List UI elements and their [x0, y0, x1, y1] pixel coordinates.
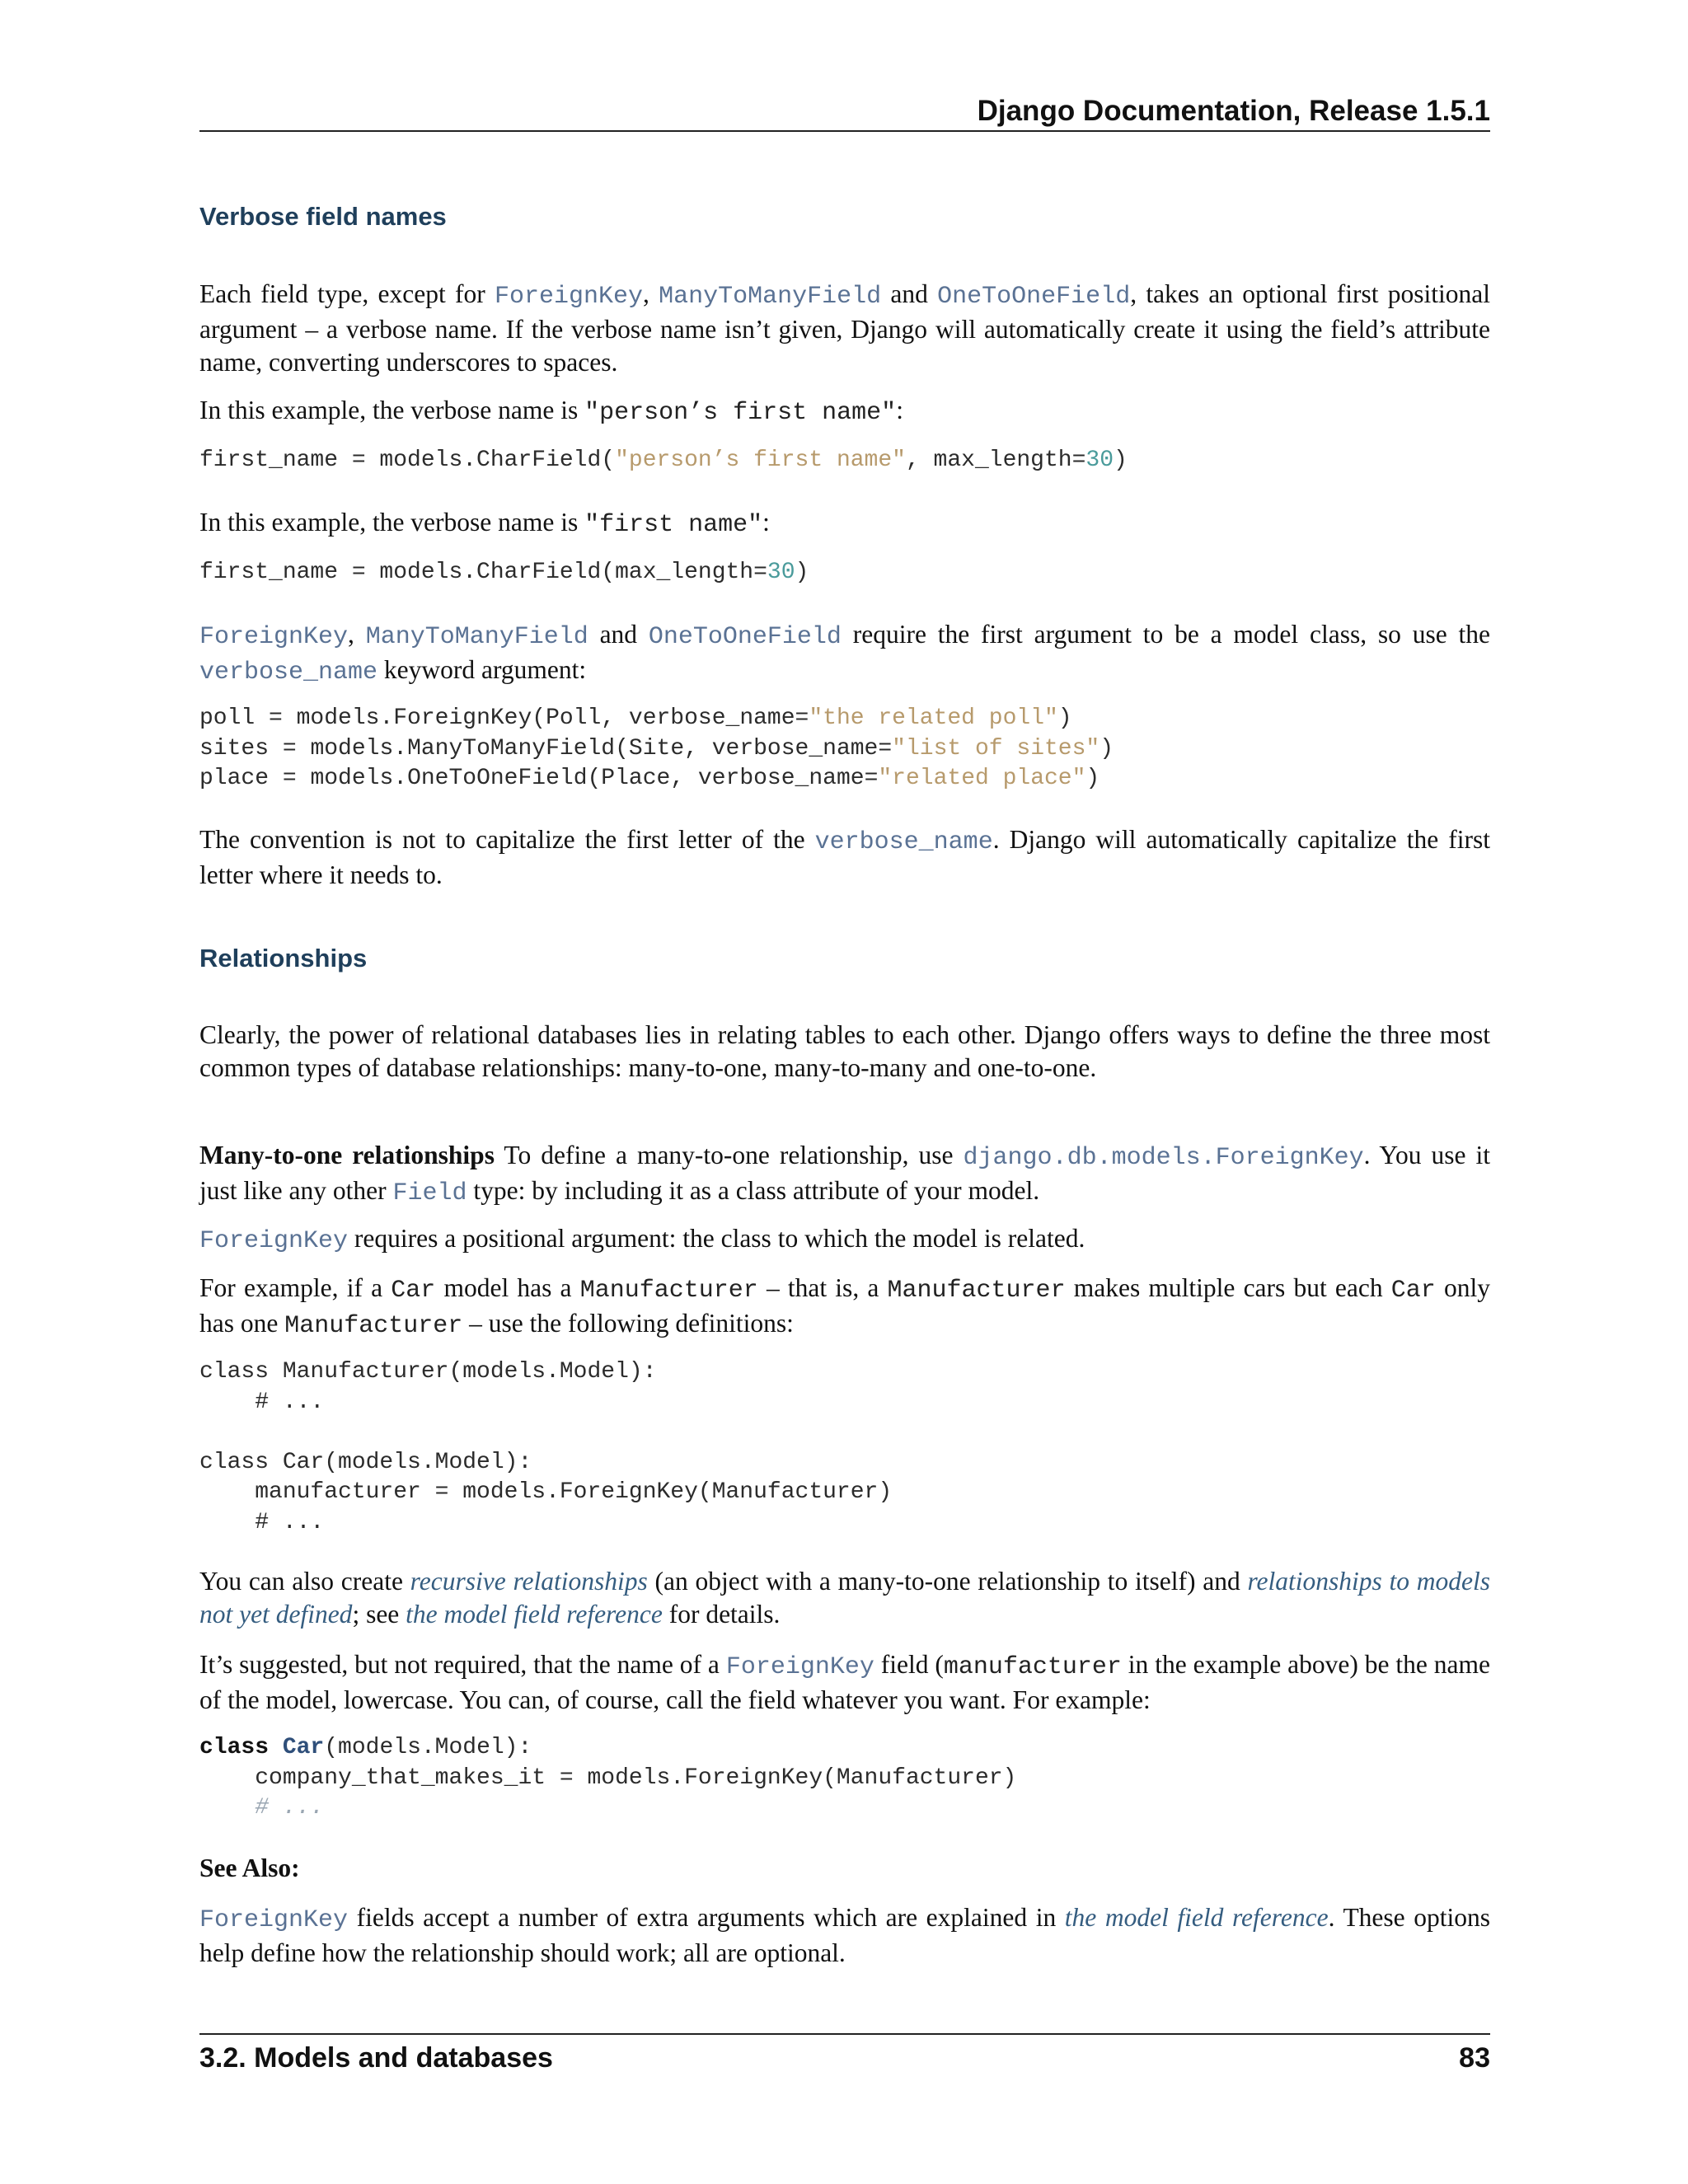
code-operator: = [1071, 448, 1086, 473]
paragraph-require-model-class [199, 618, 1490, 689]
code-string: "related place" [878, 766, 1086, 791]
relationships-not-yet-defined-link[interactable]: relationships to models not yet defined [199, 1567, 1491, 1629]
code-text: sites [199, 735, 283, 762]
paragraph-car-example [199, 1272, 1490, 1343]
inline-code: "person’s first name" [584, 399, 897, 427]
text: . You use it just like any other [199, 1141, 1490, 1205]
code-text: place [199, 766, 283, 791]
text: requires a positional argument: the class to which the model is related. [348, 1224, 1085, 1253]
text: , [643, 279, 659, 308]
inline-code: Manufacturer [284, 1312, 463, 1340]
manytomanyfield-link[interactable]: ManyToManyField [365, 623, 588, 651]
text: in the example above) be the name of the model, lowercase. You can, of course, call the field whatever you want. For example: [199, 1650, 1490, 1714]
page-number: 83 [1459, 2042, 1490, 2074]
see-also-label: See Also: [199, 1854, 300, 1882]
text: fields accept a number of extra arguments which are explained in [348, 1903, 1065, 1932]
subheading-many-to-one: Many-to-one relationships [199, 1141, 495, 1169]
text: In this example, the verbose name is [199, 396, 585, 424]
code-operator: = [795, 705, 809, 731]
code-block-1 [199, 446, 1490, 476]
paragraph-example-2 [199, 506, 1490, 541]
code-text: first_name = models.CharField(max_length [199, 560, 754, 585]
text: For example, if a [199, 1273, 392, 1302]
text: model has a [435, 1273, 580, 1302]
text: . These options help define how the relationship should work; all are optional. [199, 1903, 1490, 1967]
code-text: company_that_makes_it = models.ForeignKey(Manufacturer) [199, 1765, 1017, 1791]
text: ; see [352, 1600, 406, 1629]
code-text: (models.Model): [324, 1735, 532, 1760]
inline-code: Manufacturer [887, 1277, 1066, 1305]
paragraph-example-1 [199, 394, 1490, 429]
code-text: , max_length [905, 448, 1072, 473]
text: require the first argument to be a model class, so use the [841, 620, 1490, 649]
text: You can also create [199, 1567, 410, 1596]
text: , [348, 620, 366, 649]
code-text: ) [1057, 705, 1072, 731]
code-indent [199, 1795, 255, 1821]
code-text: first_name = models.CharField( [199, 448, 616, 473]
text: , takes an optional first positional argument – a verbose name. If the verbose name isn’t given, Django will automatically create it using the field’s attribute name, converting underscores to spaces. [199, 279, 1491, 377]
code-class-name: Car [282, 1735, 325, 1760]
code-block-2 [199, 558, 1490, 588]
code-number: 30 [767, 560, 795, 585]
code-string: "list of sites" [892, 735, 1100, 762]
paragraph-naming-suggestion [199, 1648, 1490, 1717]
foreignkey-link[interactable]: ForeignKey [725, 1653, 874, 1681]
text: It’s suggested, but not required, that the name of a [199, 1650, 726, 1679]
text: makes multiple cars but each [1065, 1273, 1391, 1302]
foreignkey-link[interactable]: ForeignKey [494, 283, 643, 311]
recursive-relationships-link[interactable]: recursive relationships [410, 1567, 648, 1596]
model-field-reference-link[interactable]: the model field reference [406, 1600, 663, 1629]
code-string: "the related poll" [809, 705, 1058, 731]
inline-code: Car [391, 1277, 436, 1305]
text: – that is, a [757, 1273, 888, 1302]
paragraph-relationships-intro: Clearly, the power of relational databases lies in relating tables to each other. Django offers ways to define the three most common types of database relationships: many-to-one, many-to-many and one-to-one. [199, 1020, 1490, 1082]
inline-code: manufacturer [943, 1653, 1122, 1681]
code-operator: = [282, 766, 297, 791]
footer-rule [199, 2033, 1490, 2035]
foreignkey-link[interactable]: ForeignKey [199, 1906, 349, 1934]
text: field ( [874, 1650, 944, 1679]
paragraph-many-to-one [199, 1139, 1490, 1210]
code-operator: = [864, 766, 879, 791]
code-string: "person’s first name" [615, 448, 906, 473]
code-space [269, 1735, 283, 1760]
header-rule [199, 130, 1490, 132]
code-text: models.ForeignKey(Poll, verbose_name [282, 705, 795, 731]
paragraph-see-also [199, 1901, 1490, 1970]
verbose-name-link[interactable]: verbose_name [814, 828, 993, 856]
onetoonefield-link[interactable]: OneToOneField [648, 623, 842, 651]
code-text: models.OneToOneField(Place, verbose_name [296, 766, 865, 791]
code-operator: = [753, 560, 767, 585]
section-heading-relationships: Relationships [199, 944, 368, 972]
text: type: by including it as a class attribute of your model. [467, 1176, 1040, 1205]
paragraph-verbose-intro [199, 278, 1490, 379]
code-text: poll [199, 705, 270, 731]
foreignkey-link[interactable]: ForeignKey [199, 1227, 349, 1255]
paragraph-capitalize-convention [199, 823, 1490, 892]
code-text: ) [795, 560, 809, 585]
footer-section-title: 3.2. Models and databases [199, 2042, 553, 2074]
verbose-name-link[interactable]: verbose_name [199, 658, 378, 687]
code-operator: = [878, 735, 893, 762]
text: (an object with a many-to-one relationship to itself) and [647, 1567, 1248, 1596]
section-heading-verbose-field-names: Verbose field names [199, 202, 447, 231]
code-operator: = [269, 705, 283, 731]
text: In this example, the verbose name is [199, 508, 585, 537]
see-also-heading [199, 1852, 1490, 1885]
inline-code: Manufacturer [579, 1277, 758, 1305]
text: To define a many-to-one relationship, use [494, 1141, 964, 1169]
text: and [588, 620, 649, 649]
text: Each field type, except for [199, 279, 495, 308]
code-block-3 [199, 704, 1490, 794]
code-text: ) [1085, 766, 1100, 791]
text: for details. [662, 1600, 781, 1629]
text: – use the following definitions: [462, 1309, 794, 1338]
text: The convention is not to capitalize the first letter of the [199, 825, 815, 854]
inline-code: "first name" [584, 511, 763, 539]
code-operator: = [282, 735, 297, 762]
running-header: Django Documentation, Release 1.5.1 [977, 95, 1490, 127]
code-comment: # ... [255, 1795, 325, 1821]
code-text: ) [1100, 735, 1114, 762]
paragraph-recursive [199, 1565, 1490, 1631]
code-text: models.ManyToManyField(Site, verbose_name [296, 735, 879, 762]
text: keyword argument: [377, 655, 587, 684]
text: and [881, 279, 938, 308]
manytomanyfield-link[interactable]: ManyToManyField [659, 283, 882, 311]
onetoonefield-link[interactable]: OneToOneField [937, 283, 1131, 311]
paragraph-positional-argument [199, 1222, 1490, 1258]
inline-code: Car [1390, 1277, 1436, 1305]
code-number: 30 [1085, 448, 1114, 473]
code-keyword: class [199, 1735, 270, 1760]
foreignkey-link[interactable]: ForeignKey [199, 623, 349, 651]
model-field-reference-link[interactable]: the model field reference [1064, 1903, 1329, 1932]
code-block-4: class Manufacturer(models.Model): # ... class Car(models.Model): manufacturer = models.ForeignKey(Manufacturer) # ... [199, 1359, 893, 1535]
field-link[interactable]: Field [392, 1179, 467, 1207]
code-block-5 [199, 1733, 1490, 1824]
text: only has one [199, 1273, 1490, 1338]
code-text: ) [1114, 448, 1128, 473]
django-db-models-foreignkey-link[interactable]: django.db.models.ForeignKey [963, 1144, 1364, 1172]
text: : [762, 508, 770, 537]
text: . Django will automatically capitalize the first letter where it needs to. [199, 825, 1490, 889]
text: : [896, 396, 903, 424]
